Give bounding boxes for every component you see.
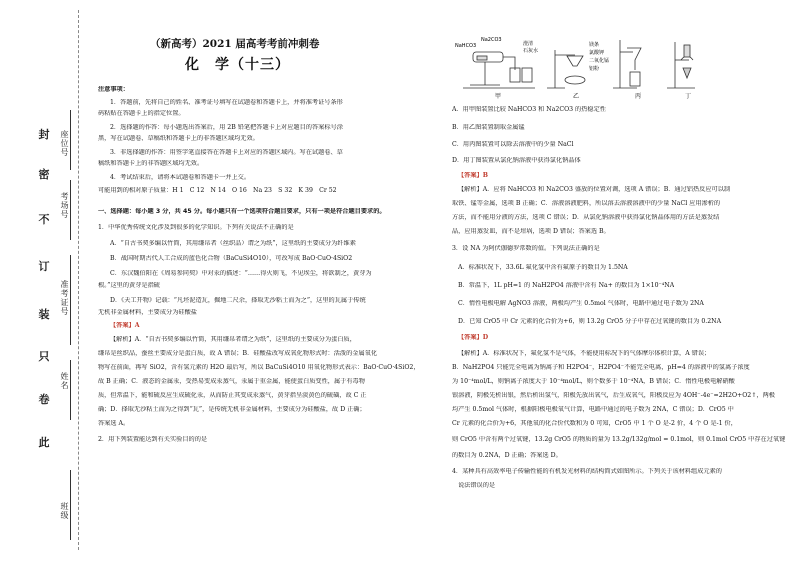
explanation-line: 的数目为 0.2NA，D 正确；答案选 D。 <box>452 452 562 459</box>
label-nahco3: NaHCO3 <box>455 43 477 49</box>
class-label: 班级 <box>60 502 69 520</box>
admission-ticket-underline <box>70 255 71 345</box>
q3-option-b: B．常温下，1L pH=1 的 NaH2PO4 溶液中含有 Na+ 的数目为 1×10⁻⁴NA <box>458 282 675 289</box>
atomic-mass-line: 可能用到的相对原子质量：H 1 C 12 N 14 O 16 Na 23 S 32 K 39 Cr 52 <box>98 187 337 194</box>
seal-char-3: 不 <box>38 213 50 226</box>
label-mg: 镁条 <box>589 42 600 48</box>
explanation-line: 银溶液，阴极先析出银，然后析出氢气，阳极先放出氧气，后生成氧气，阳极反应为 4OH⁻-4e⁻=2H2O+O2↑，两极 <box>452 392 775 399</box>
label-mno2: 二氧化锰 <box>589 58 610 64</box>
option-b: B．战国时期古代人工合成的蓝色化合物（BaCuSi4O10），可改写成 BaO·CuO·4SiO2 <box>110 255 353 262</box>
note-line: 稿纸和答题卡上的非答题区域均无效。 <box>98 160 204 167</box>
seal-char-6: 只 <box>38 350 50 363</box>
binding-strip <box>0 0 92 562</box>
label-bing: 丙 <box>635 93 642 100</box>
option-c-cont: 根。”这里的黄芽是指硫 <box>98 282 160 289</box>
seal-char-5: 装 <box>38 308 50 321</box>
explanation-line: 质，但常温下，能和硫反应生成硫化汞，从而防止其变成汞蒸气，黄芽指呈淡黄色的硫磺，故 C 正 <box>98 392 367 399</box>
explanation-line: 均产生 0.5mol 气体时，根据阳极电极氧气计算，电路中通过的电子数为 2NA，C 错误；D．CrO5 中 <box>452 406 734 413</box>
q2-option-d: D．用丁图装置从氯化钠溶液中获得氯化钠晶体 <box>452 157 581 164</box>
seat-number-underline <box>70 110 71 170</box>
explanation-line: 答案选 A。 <box>98 420 130 427</box>
note-line: 1．答题前，先将自己的姓名、准考证号填写在试题卷和答题卡上，并将准考证号条形 <box>110 99 343 106</box>
explanation-line: 【解析】A．应将 NaHCO3 和 Na2CO3 盛放的位置对调，选项 A 错误；B．通过铝热反应可以制 <box>458 186 731 193</box>
explanation-line: 则 CrO5 中含有两个过氧键，13.2g CrO5 的物质的量为 13.2g/132g/mol = 0.1mol，则 0.1mol CrO5 中存在过氧键 <box>452 436 786 443</box>
admission-ticket-label: 准考证号 <box>60 280 69 316</box>
explanation-line: 【解析】A．“自古书契多编以竹简，其用缣帛者谓之为纸”，这里纸的主要成分为蛋白质， <box>110 336 356 343</box>
seal-char-2: 密 <box>38 168 50 181</box>
label-kclo3: 氯酸钾 <box>589 50 605 56</box>
note-line: 码粘贴在答题卡上的指定位置。 <box>98 110 185 117</box>
seal-char-4: 订 <box>38 260 50 273</box>
note-line: 黑，写在试题卷、草稿纸和答题卡上的非答题区域均无效。 <box>98 135 259 142</box>
seal-char-8: 此 <box>38 436 50 449</box>
note-line: 2．选择题的作答：每小题选出答案后，用 2B 铅笔把答题卡上对应题目的答案标号涂 <box>110 124 343 131</box>
subject-title: 化 学（十三） <box>185 57 290 73</box>
notes-heading: 注意事项： <box>98 86 129 93</box>
explanation-line: 方法，而不能用分液的方法，选项 C 错误；D．从氯化钠溶液中获得氯化钠晶体用的方法是蒸发结 <box>452 214 720 221</box>
explanation-line: 故 B 正确；C．液态的金属汞，受热易变成汞蒸气，汞属于重金属，能使蛋白质变性，属于有毒物 <box>98 378 365 385</box>
apparatus-figure <box>455 30 710 100</box>
label-na2co3: Na2CO3 <box>481 37 502 43</box>
name-label: 姓名 <box>60 372 69 390</box>
explanation-line: 取铁、锰等金属，选项 B 正确；C．溶液溶液肥料，所以溶去溶液溶液中的少量 NaCl 应用渗析的 <box>452 200 721 207</box>
q2-option-a: A．用甲图装置比较 NaHCO3 和 Na2CO3 的热稳定性 <box>452 106 606 113</box>
apparatus-bing <box>613 40 641 88</box>
apparatus-yi <box>547 50 585 88</box>
explanation-line: 【解析】A．标准状况下，氟化氢不是气体，不能使用标况下的气体摩尔体积计算，A 错误； <box>458 350 711 357</box>
question-4-cont: 说法错误的是 <box>458 482 496 489</box>
binding-dashed-line <box>78 10 79 550</box>
label-limewater: 石灰水 <box>523 48 539 54</box>
explanation-line: 为 10⁻⁴mol/L，则钠离子浓度大于 10⁻⁴mol/L，则个数多于 10⁻⁴NA，B 错误；C．惰性电极电解硝酸 <box>452 378 735 385</box>
option-d: D．《天工开物》记载：“凡坯泥造瓦，掘地二尺余，择取无沙粘土而为之”，这里的瓦属于传统 <box>110 297 366 304</box>
name-underline <box>70 360 71 420</box>
apparatus-jia <box>463 52 535 88</box>
q3-option-c: C．惰性电极电解 AgNO3 溶液，两极均产生 0.5mol 气体时，电路中通过电子数为 2NA <box>458 300 704 307</box>
explanation-line: 缣帛是丝织品，蚕丝主要成分是蛋白质，故 A 错误；B．硅酸盐改写成氧化物形式时：活泼的金属氧化 <box>98 350 378 357</box>
exam-title: （新高考）2021 届高考考前冲刺卷 <box>150 38 320 50</box>
seal-char-7: 卷 <box>38 393 50 406</box>
question-4: 4．某种具有高效率电子传输性能的有机发光材料的结构简式如图所示。下列关于该材料组成元素的 <box>452 468 722 475</box>
explanation-line: 确；D．择取无沙粘土而为之得到“瓦”，是传统无机非金属材料，主要成分为硅酸盐，故 D 正确； <box>98 406 366 413</box>
exam-room-label: 考场号 <box>60 192 69 219</box>
option-d-cont: 无机非金属材料，主要成分为硅酸盐 <box>98 309 197 316</box>
explanation-line: 物写在前面，再写 SiO2，含有氢元素的 H2O 最后写，所以 BaCuSi4O10 用氧化物形式表示：BaO·CuO·4SiO2， <box>98 364 420 371</box>
answer-1: 【答案】A <box>110 322 140 329</box>
explanation-line: Cr 元素的化合价为+6，其他氧的化合价代数和为 0 可知，CrO5 中 1 个 O 是-2 价，4 个 O 是-1 价， <box>452 420 737 427</box>
question-2: 2．用下列装置能达到有关实验目的的是 <box>98 436 208 443</box>
note-line: 4．考试结束后，请将本试题卷和答题卡一并上交。 <box>110 174 251 181</box>
answer-3: 【答案】D <box>458 334 489 341</box>
note-line: 3．非选择题的作答：用签字笔直接答在答题卡上对应的答题区域内。写在试题卷、草 <box>110 149 343 156</box>
label-yi: 乙 <box>573 93 580 100</box>
class-underline <box>70 470 71 540</box>
q2-option-c: C．用丙图装置可以除去溶液中的少量 NaCl <box>452 141 574 148</box>
label-jia: 甲 <box>495 93 502 100</box>
option-a: A．“自古书契多编以竹简，其用缣帛者（丝织品）谓之为纸”，这里纸的主要成分为纤维素 <box>110 240 356 247</box>
answer-2: 【答案】B <box>458 172 488 179</box>
question-3: 3．设 NA 为阿伏伽德罗常数的值。下列说法正确的是 <box>452 245 600 252</box>
seal-char-1: 封 <box>38 128 50 141</box>
explanation-line: B．NaH2PO4 只能完全电离为钠离子和 H2PO4⁻，H2PO4⁻不能完全电离，pH=4 的溶液中的氢离子浓度 <box>452 364 750 371</box>
section-heading: 一、选择题：每小题 3 分，共 45 分。每小题只有一个选项符合题目要求，只有一项是符合题目要求的。 <box>98 208 386 215</box>
q3-option-d: D．已知 CrO5 中 Cr 元素的化合价为+6，则 13.2g CrO5 分子中存在过氧键的数目为 0.2NA <box>458 318 722 325</box>
label-clear: 澄清 <box>523 41 534 47</box>
option-c: C．东汉魏伯阳在《周易参同契》中对汞的描述：“……得火则飞，不见埃尘，将欲制之，黄芽为 <box>110 270 372 277</box>
q2-option-b: B．用乙图装置制取金属锰 <box>452 124 525 131</box>
question-1: 1．中华优秀传统文化涉及到很多的化学知识。下列有关说法不正确的是 <box>98 224 294 231</box>
exam-room-underline <box>70 180 71 240</box>
label-ding: 丁 <box>685 93 692 100</box>
apparatus-ding <box>667 42 695 88</box>
label-al: 铝粉 <box>589 66 600 72</box>
q3-option-a: A．标准状况下，33.6L 氟化氢中含有氟原子的数目为 1.5NA <box>458 264 628 271</box>
seat-number-label: 座位号 <box>60 130 69 157</box>
explanation-line: 晶，应用蒸发皿，而不是坩埚，选项 D 错误；答案选 B。 <box>452 228 610 235</box>
